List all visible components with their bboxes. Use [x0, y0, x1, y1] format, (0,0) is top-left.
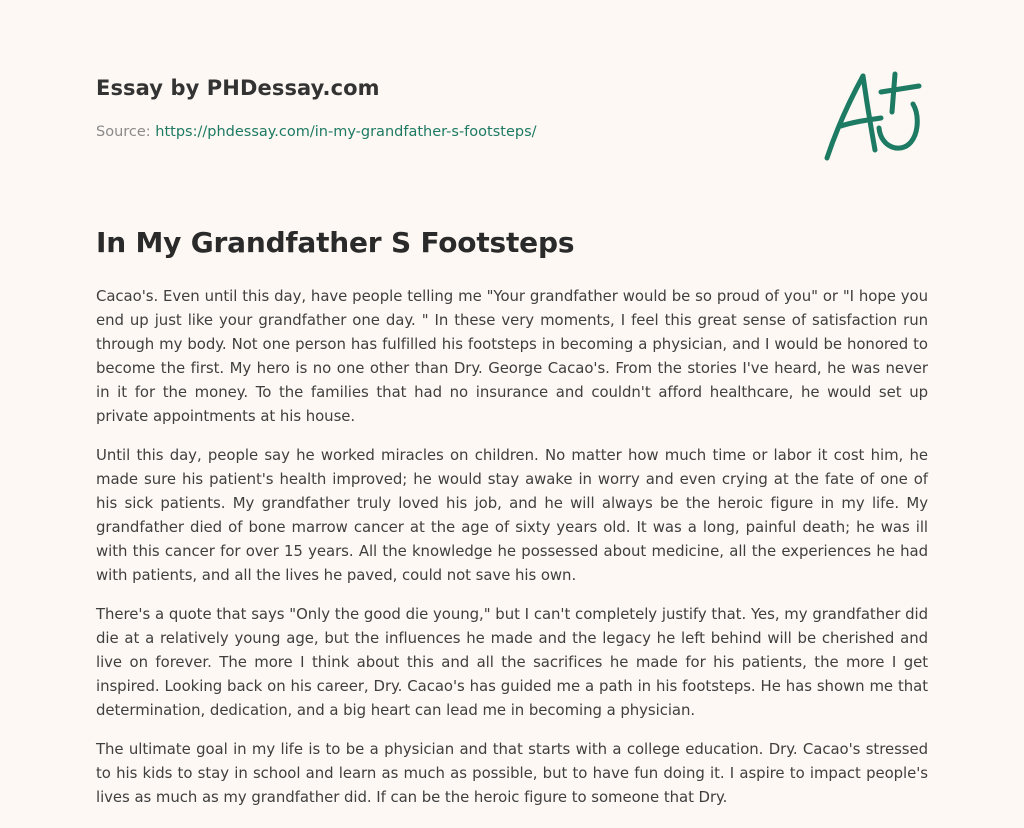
a-plus-logo-icon [823, 66, 928, 166]
essay-paragraph: There's a quote that says "Only the good die young," but I can't completely justify that. Yes, my grandfather did die at a relatively young age, but the influences he made and the legacy he left behind will be cherished and live on forever. The more I think about this and all the sacrifices he made for his patients, the more I get inspired. Looking back on his career, Dry. Cacao's has guided me a path in his footsteps. He has shown me that determination, dedication, and a big heart can lead me in becoming a physician. [96, 605, 928, 719]
source-line [96, 124, 537, 140]
essay-paragraph: Cacao's. Even until this day, have people telling me "Your grandfather would be so proud of you" or "I hope you end up just like your grandfather one day. " In these very moments, I feel this great sense of satisfaction run through my body. Not one person has fulfilled his footsteps in becoming a physician, and I would be honored to become the first. My hero is no one other than Dry. George Cacao's. From the stories I've heard, he was never in it for the money. To the families that had no insurance and couldn't afford healthcare, he would set up private appointments at his house. [96, 287, 928, 425]
essay-paragraph: Until this day, people say he worked miracles on children. No matter how much time or labor it cost him, he made sure his patient's health improved; he would stay awake in worry and even crying at the fate of one of his sick patients. My grandfather truly loved his job, and he will always be the heroic figure in my life. My grandfather died of bone marrow cancer at the age of sixty years old. It was a long, painful death; he was ill with this cancer for over 15 years. All the knowledge he possessed about medicine, all the experiences he had with patients, and all the lives he paved, could not save his own. [96, 446, 928, 584]
essay-paragraph: The ultimate goal in my life is to be a physician and that starts with a college education. Dry. Cacao's stressed to his kids to stay in school and learn as much as possible, but to have fun doing it. I aspire to impact people's lives as much as my grandfather did. If can be the heroic figure to someone that Dry. [96, 740, 928, 806]
source-label: Source: [96, 124, 151, 140]
essay-body [96, 284, 928, 824]
essay-title: In My Grandfather S Footsteps [96, 226, 575, 259]
site-title: Essay by PHDessay.com [96, 76, 380, 100]
essay-page [96, 0, 928, 828]
source-link[interactable]: https://phdessay.com/in-my-grandfather-s-footsteps/ [155, 124, 537, 140]
